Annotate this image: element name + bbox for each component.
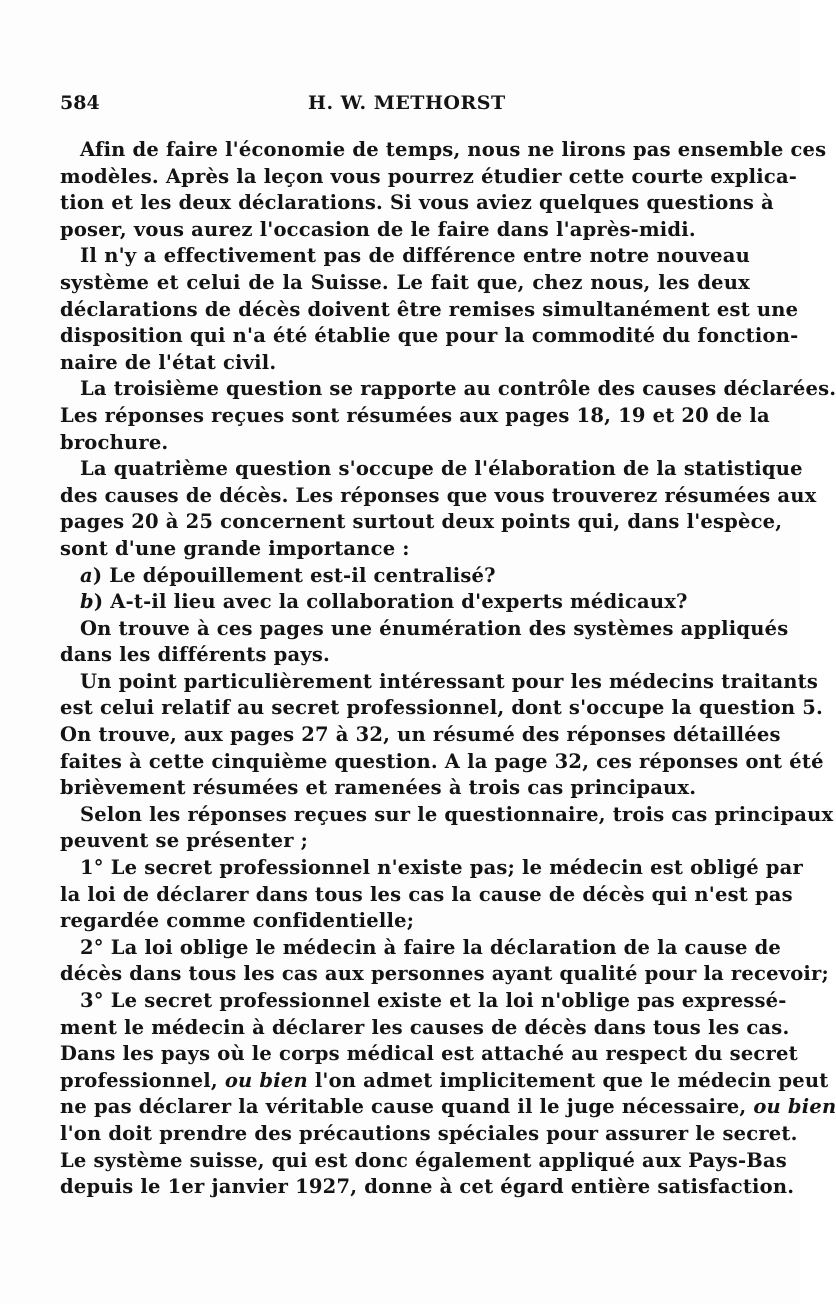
text-line: professionnel, ou bien l'on admet implicitement que le médecin peut [60,1068,829,1092]
text-line: La quatrième question s'occupe de l'élaboration de la statistique [80,457,803,481]
text-line: Les réponses reçues sont résumées aux pages 18, 19 et 20 de la [60,403,770,427]
body-text [60,137,836,1201]
text-line: des causes de décès. Les réponses que vous trouverez résumées aux [60,483,817,507]
text-line: Afin de faire l'économie de temps, nous ne lirons pas ensemble ces [80,138,827,161]
text-line: b) A-t-il lieu avec la collaboration d'experts médicaux? [80,590,688,614]
running-head: H. W. METHORST [308,92,506,114]
text-line: système et celui de la Suisse. Le fait que, chez nous, les deux [60,270,750,294]
text-line: déclarations de décès doivent être remises simultanément est une [60,297,799,321]
text-line: modèles. Après la leçon vous pourrez étudier cette courte explica- [60,164,798,188]
text-line: a) Le dépouillement est-il centralisé? [80,563,496,587]
text-line: ment le médecin à déclarer les causes de décès dans tous les cas. [60,1015,790,1039]
text-line: regardée comme confidentielle; [60,909,415,933]
text-line: 1° Le secret professionnel n'existe pas; le médecin est obligé par [80,856,803,880]
page-header [60,92,740,122]
text-line: brièvement résumées et ramenées à trois cas principaux. [60,776,697,800]
text-line: On trouve, aux pages 27 à 32, un résumé des réponses détaillées [60,723,781,747]
text-line: pages 20 à 25 concernent surtout deux points qui, dans l'espèce, [60,510,783,534]
text-line: faites à cette cinquième question. A la page 32, ces réponses ont été [60,749,824,773]
text-line: disposition qui n'a été établie que pour la commodité du fonction- [60,324,799,348]
text-line: depuis le 1er janvier 1927, donne à cet égard entière satisfaction. [60,1175,795,1199]
text-line: On trouve à ces pages une énumération des systèmes appliqués [80,616,789,640]
text-line: la loi de déclarer dans tous les cas la cause de décès qui n'est pas [60,882,793,906]
text-line: l'on doit prendre des précautions spéciales pour assurer le secret. [60,1121,798,1145]
text-line: Il n'y a effectivement pas de différence entre notre nouveau [80,244,750,268]
text-line: dans les différents pays. [60,643,331,667]
text-line: est celui relatif au secret professionnel, dont s'occupe la question 5. [60,696,824,720]
text-line: Selon les réponses reçues sur le questionnaire, trois cas principaux [80,802,834,826]
text-line: brochure. [60,430,169,454]
text-line: Dans les pays où le corps médical est attaché au respect du secret [60,1042,798,1066]
text-line: décès dans tous les cas aux personnes ayant qualité pour la recevoir; [60,962,829,986]
text-line: poser, vous aurez l'occasion de le faire dans l'après-midi. [60,217,696,241]
text-line: 2° La loi oblige le médecin à faire la déclaration de la cause de [80,935,782,959]
text-line: 3° Le secret professionnel existe et la loi n'oblige pas expressé- [80,989,787,1012]
text-line: ne pas déclarer la véritable cause quand il le juge nécessaire, ou bien [60,1095,836,1119]
text-line: naire de l'état civil. [60,350,277,374]
text-line: tion et les deux déclarations. Si vous aviez quelques questions à [60,191,774,215]
text-line: sont d'une grande importance : [60,536,410,560]
text-line: Le système suisse, qui est donc également appliqué aux Pays-Bas [60,1148,787,1172]
page-number: 584 [60,92,100,114]
text-line: La troisième question se rapporte au contrôle des causes déclarées. [80,377,836,401]
text-line: peuvent se présenter ; [60,829,309,853]
text-line: Un point particulièrement intéressant pour les médecins traitants [80,669,819,693]
